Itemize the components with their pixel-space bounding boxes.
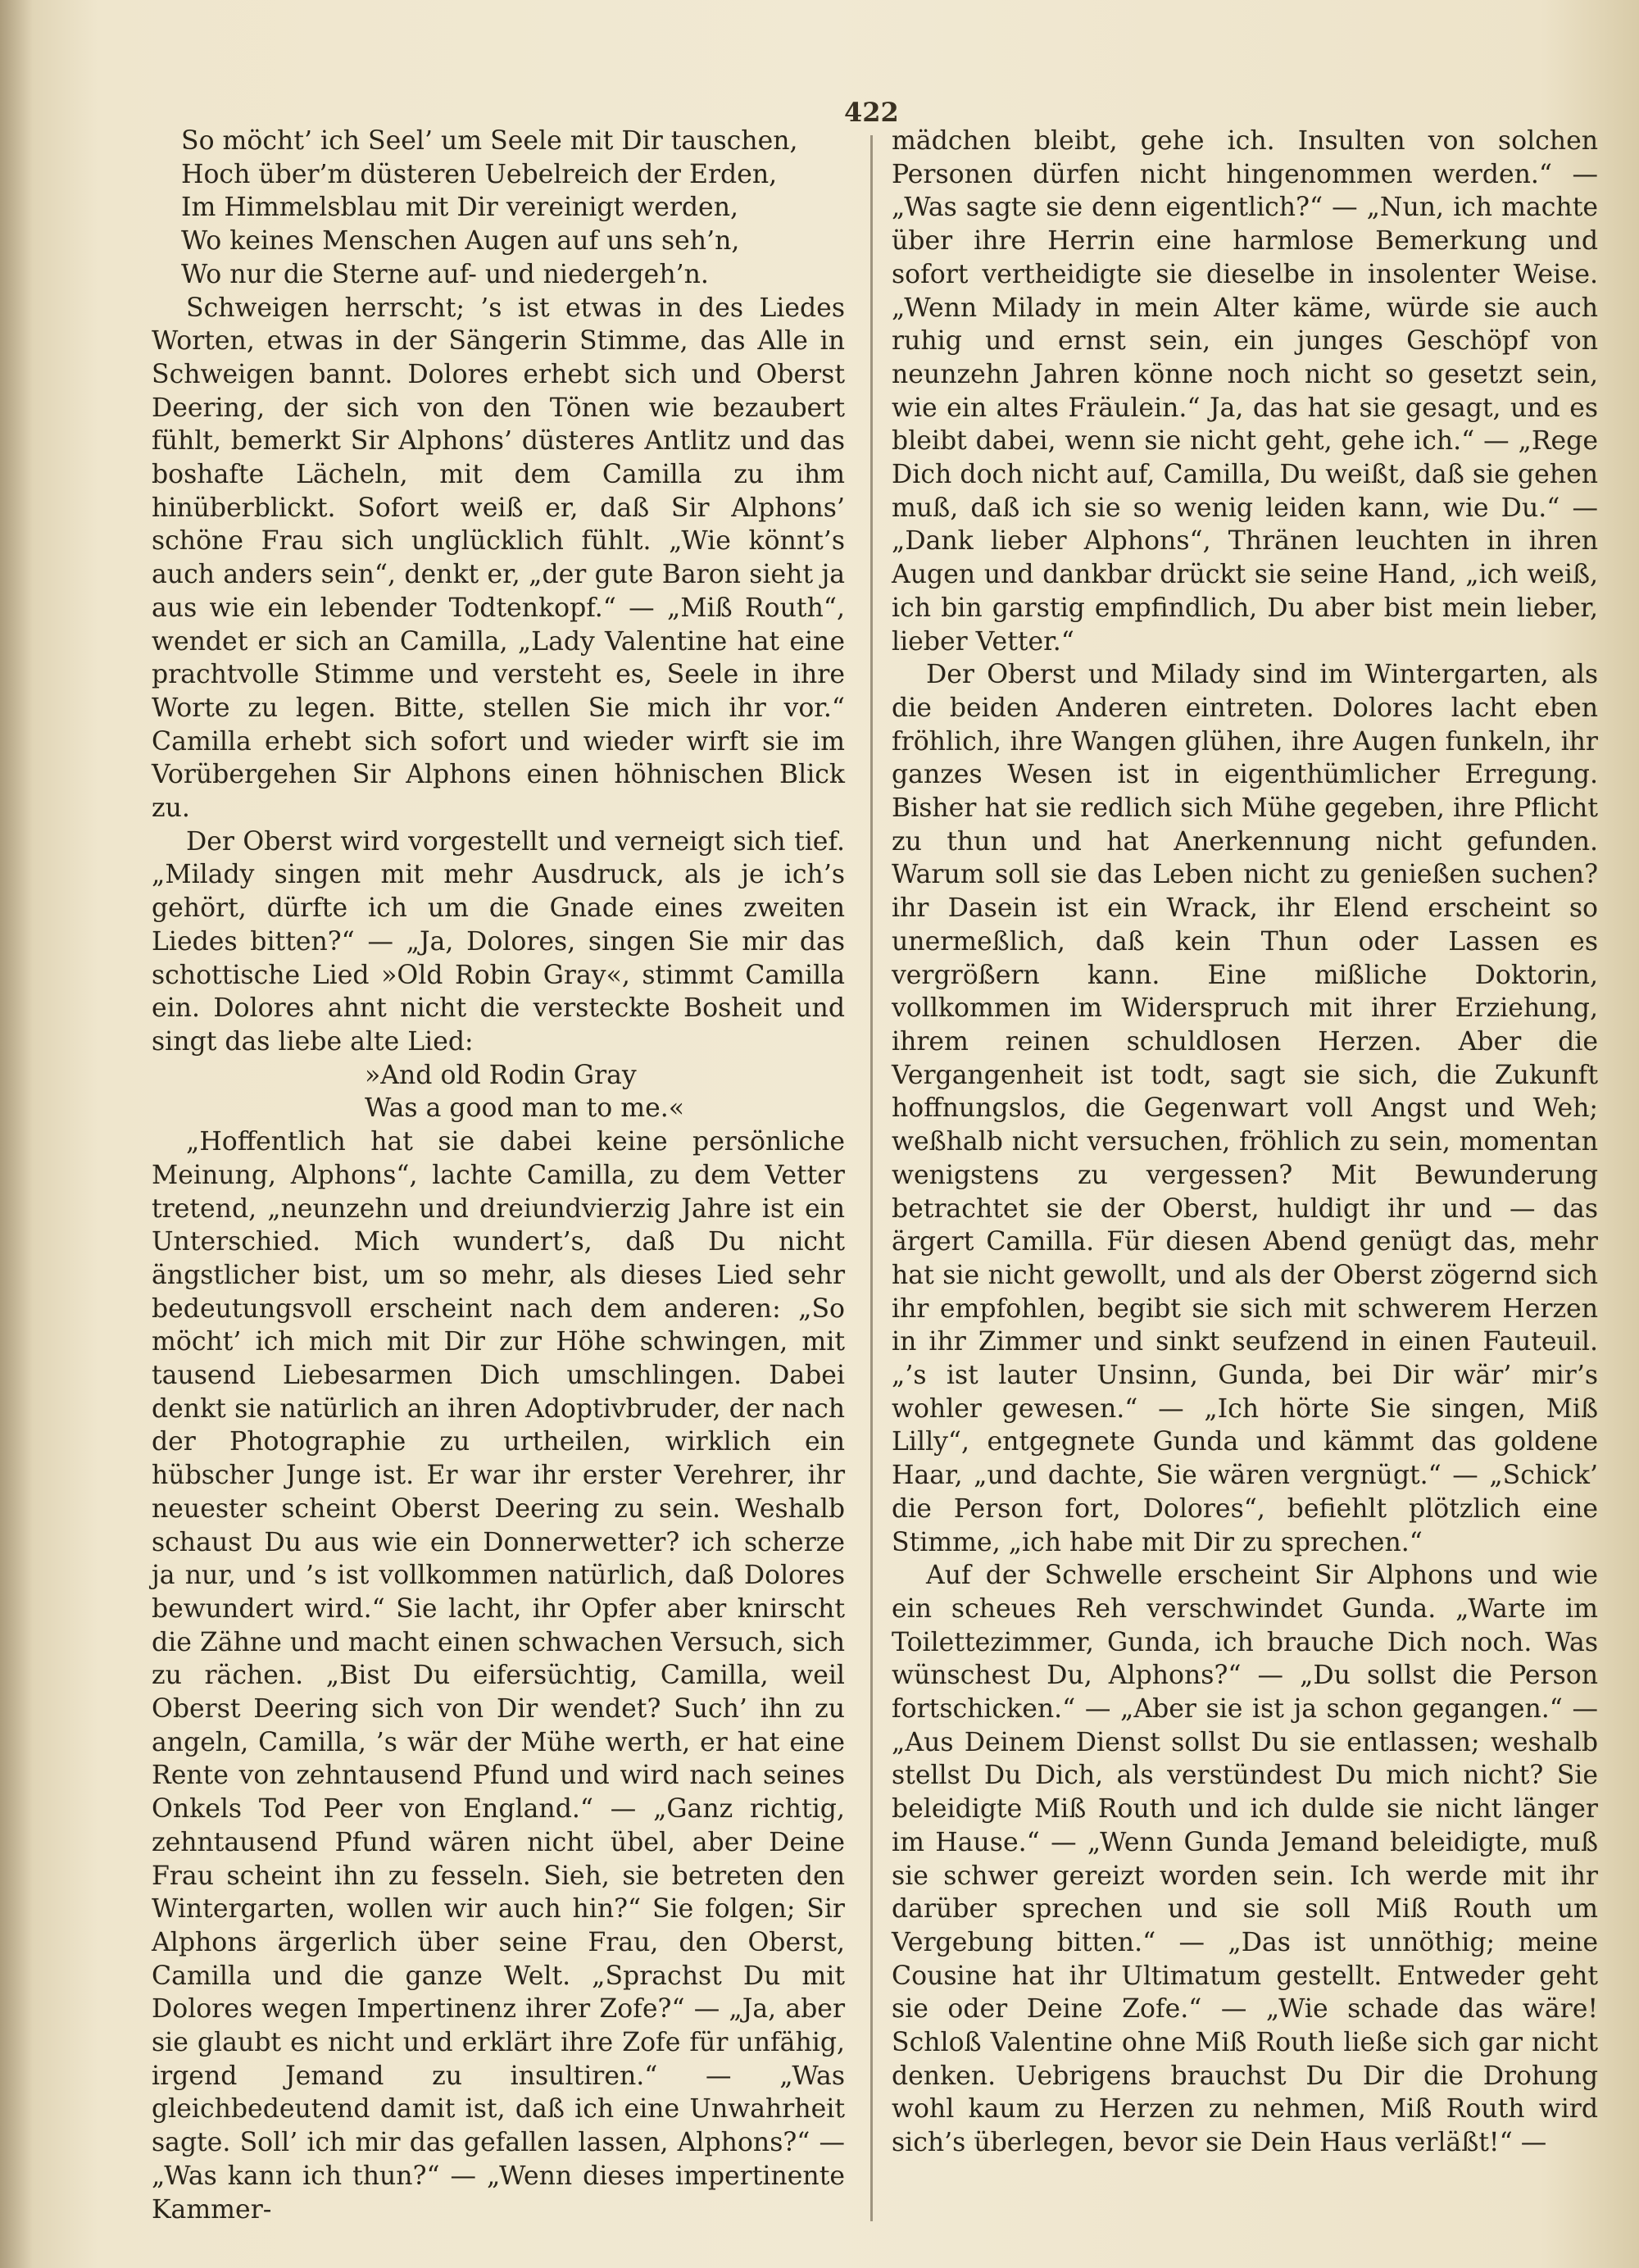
binding-shadow xyxy=(0,0,33,2268)
paragraph: Auf der Schwelle erscheint Sir Alphons und wie ein scheues Reh verschwindet Gunda. „Warte im Toilettezimmer, Gunda, ich brauche Dich noch. Was wünschest Du, Alphons?“ — „Du sollst die Person fortschicken.“ — „Aber sie ist ja schon gegangen.“ — „Aus Deinem Dienst sollst Du sie entlassen; weshalb stellst Du Dich, als verstündest Du mich nicht? Sie beleidigte Miß Routh und ich dulde sie nicht länger im Hause.“ — „Wenn Gunda Jemand beleidigte, muß sie schwer gereizt worden sein. Ich werde mit ihr darüber sprechen und sie soll Miß Routh um Vergebung bitten.“ — „Das ist unnöthig; meine Cousine hat ihr Ultimatum gestellt. Entweder geht sie oder Deine Zofe.“ — „Wie schade das wäre! Schloß Valentine ohne Miß Routh ließe sich gar nicht denken. Uebrigens brauchst Du Dir die Drohung wohl kaum zu Herzen zu nehmen, Miß Routh wird sich’s überlegen, bevor sie Dein Haus verläßt!“ — xyxy=(892,1561,1598,2158)
paragraph: Der Oberst wird vorgestellt und verneigt sich tief. „Milady singen mit mehr Ausdruck, als je ich’s gehört, dürfte ich um die Gnade eines zweiten Liedes bitten?“ — „Ja, Dolores, singen Sie mir das schottische Lied »Old Robin Gray«, stimmt Camilla ein. Dolores ahnt nicht die versteckte Bosheit und singt das liebe alte Lied: xyxy=(152,826,845,1057)
paragraph: mädchen bleibt, gehe ich. Insulten von solchen Personen dürfen nicht hingenommen werden.“ — „Was sagte sie denn eigentlich?“ — „Nun, ich machte über ihre Herrin eine harmlose Bemerkung und sofort vertheidigte sie dieselbe in insolenter Weise. „Wenn Milady in mein Alter käme, würde sie auch ruhig und ernst sein, ein junges Geschöpf von neunzehn Jahren könne noch nicht so gesetzt sein, wie ein altes Fräulein.“ Ja, das hat sie gesagt, und es bleibt dabei, wenn sie nicht geht, gehe ich.“ — „Rege Dich doch nicht auf, Camilla, Du weißt, daß sie gehen muß, daß ich sie so wenig leiden kann, wie Du.“ — „Dank lieber Alphons“, Thränen leuchten in ihren Augen und dankbar drückt sie seine Hand, „ich weiß, ich bin garstig empfindlich, Du aber bist mein lieber, lieber Vetter.“ xyxy=(892,126,1598,657)
column-divider xyxy=(870,135,873,2221)
song-line: Was a good man to me.« xyxy=(365,1093,685,1124)
paragraph: Schweigen herrscht; ’s ist etwas in des Liedes Worten, etwas in der Sängerin Stimme, das Alle in Schweigen bannt. Dolores erhebt sich und Oberst Deering, der sich von den Tönen wie bezaubert fühlt, bemerkt Sir Alphons’ düsteres Antlitz und das boshafte Lächeln, mit dem Camilla zu ihm hinüberblickt. Sofort weiß er, daß Sir Alphons’ schöne Frau sich unglücklich fühlt. „Wie könnt’s auch anders sein“, denkt er, „der gute Baron sieht ja aus wie ein lebender Todtenkopf.“ — „Miß Routh“, wendet er sich an Camilla, „Lady Valentine hat eine prachtvolle Stimme und versteht es, Seele in ihre Worte zu legen. Bitte, stellen Sie mich ihr vor.“ Camilla erhebt sich sofort und wieder wirft sie im Vorübergehen Sir Alphons einen höhnischen Blick zu. xyxy=(152,293,845,824)
verse-line: Wo nur die Sterne auf- und niedergeh’n. xyxy=(181,259,709,289)
right-column xyxy=(892,125,1598,2160)
verse-line: Wo keines Menschen Augen auf uns seh’n, xyxy=(181,226,740,257)
page-number: 422 xyxy=(844,97,899,128)
verse-line: So möcht’ ich Seel’ um Seele mit Dir tauschen, xyxy=(181,126,798,156)
paragraph: „Hoffentlich hat sie dabei keine persönliche Meinung, Alphons“, lachte Camilla, zu dem Vetter tretend, „neunzehn und dreiundvierzig Jahre ist ein Unterschied. Mich wundert’s, daß Du nicht ängstlicher bist, um so mehr, als dieses Lied sehr bedeutungsvoll erscheint nach dem anderen: „So möcht’ ich mich mit Dir zur Höhe schwingen, mit tausend Liebesarmen Dich umschlingen. Dabei denkt sie natürlich an ihren Adoptivbruder, der nach der Photographie zu urtheilen, wirklich ein hübscher Junge ist. Er war ihr erster Verehrer, ihr neuester scheint Oberst Deering zu sein. Weshalb schaust Du aus wie ein Donnerwetter? ich scherze ja nur, und ’s ist vollkommen natürlich, daß Dolores bewundert wird.“ Sie lacht, ihr Opfer aber knirscht die Zähne und macht einen schwachen Versuch, sich zu rächen. „Bist Du eifersüchtig, Camilla, weil Oberst Deering sich von Dir wendet? Such’ ihn zu angeln, Camilla, ’s wär der Mühe werth, er hat eine Rente von zehntausend Pfund und wird nach seines Onkels Tod Peer von England.“ — „Ganz richtig, zehntausend Pfund wären nicht übel, aber Deine Frau scheint ihn zu fesseln. Sieh, sie betreten den Wintergarten, wollen wir auch hin?“ Sie folgen; Sir Alphons ärgerlich über seine Frau, den Oberst, Camilla und die ganze Welt. „Sprachst Du mit Dolores wegen Impertinenz ihrer Zofe?“ — „Ja, aber sie glaubt es nicht und erklärt ihre Zofe für unfähig, irgend Jemand zu insultiren.“ — „Was gleichbedeutend damit ist, daß ich eine Unwahrheit sagte. Soll’ ich mir das gefallen lassen, Alphons?“ — „Was kann ich thun?“ — „Wenn dieses impertinente Kammer- xyxy=(152,1127,845,2225)
song-line: »And old Rodin Gray xyxy=(365,1060,637,1090)
verse-line: Im Himmelsblau mit Dir vereinigt werden, xyxy=(181,193,739,223)
left-column xyxy=(152,125,845,2226)
paragraph: Der Oberst und Milady sind im Wintergarten, als die beiden Anderen eintreten. Dolores lacht eben fröhlich, ihre Wangen glühen, ihre Augen funkeln, ihr ganzes Wesen ist in eigenthümlicher Erregung. Bisher hat sie redlich sich Mühe gegeben, ihre Pflicht zu thun und hat Anerkennung nicht gefunden. Warum soll sie das Leben nicht zu genießen suchen? ihr Dasein ist ein Wrack, ihr Elend erscheint so unermeßlich, daß kein Thun oder Lassen es vergrößern kann. Eine mißliche Doktorin, vollkommen im Widerspruch mit ihrer Erziehung, ihrem reinen schuldlosen Herzen. Aber die Vergangenheit ist todt, sagt sie sich, die Zukunft hoffnungslos, die Gegenwart voll Angst und Weh; weßhalb nicht versuchen, fröhlich zu sein, momentan wenigstens zu vergessen? Mit Bewunderung betrachtet sie der Oberst, huldigt ihr und — das ärgert Camilla. Für diesen Abend genügt das, mehr hat sie nicht gewollt, und als der Oberst zögernd sich ihr empfohlen, begibt sie sich mit schwerem Herzen in ihr Zimmer und sinkt seufzend in einen Fauteuil. „’s ist lauter Unsinn, Gunda, bei Dir wär’ mir’s wohler gewesen.“ — „Ich hörte Sie singen, Miß Lilly“, entgegnete Gunda und kämmt das goldene Haar, „und dachte, Sie wären vergnügt.“ — „Schick’ die Person fort, Dolores“, befiehlt plötzlich eine Stimme, „ich habe mit Dir zu sprechen.“ xyxy=(892,660,1598,1557)
verse-line: Hoch über’m düsteren Uebelreich der Erden, xyxy=(181,159,778,189)
